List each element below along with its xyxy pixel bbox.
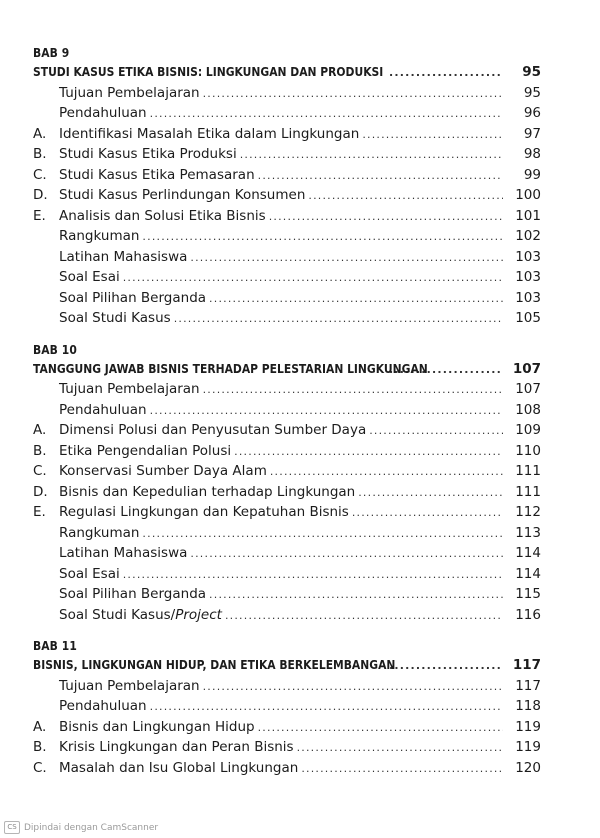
entry-text: Masalah dan Isu Global Lingkungan [59, 759, 299, 776]
entry-letter: A. [33, 125, 47, 142]
dot-leader [203, 380, 503, 401]
toc-entry-title [33, 103, 147, 124]
toc-entry-title [33, 461, 267, 482]
toc-entry-title [33, 737, 294, 758]
toc-subentry[interactable] [33, 605, 541, 626]
toc-subentry-title [33, 288, 206, 309]
toc-entry[interactable] [33, 379, 541, 400]
toc-entry[interactable] [33, 441, 541, 462]
dot-leader [301, 759, 503, 780]
entry-text: Bisnis dan Kepedulian terhadap Lingkungan [59, 483, 356, 500]
page-number: 102 [515, 228, 541, 244]
dot-leader [270, 462, 503, 483]
toc-entry[interactable] [33, 543, 541, 564]
page-number: 108 [515, 401, 541, 418]
page-number: 99 [523, 166, 541, 183]
page-number: 118 [515, 698, 541, 714]
toc-entry[interactable] [33, 717, 541, 738]
dot-leader [358, 483, 503, 504]
dot-leader [190, 544, 503, 565]
dot-leader [209, 585, 503, 606]
entry-letter: A. [33, 422, 47, 438]
dot-leader [190, 248, 503, 269]
toc-entry-title [33, 696, 147, 717]
dot-leader [150, 401, 503, 422]
toc-entry-title [33, 185, 305, 206]
dot-leader [389, 63, 503, 84]
entry-text: Pendahuluan [59, 698, 147, 714]
subentry-text: Soal Pilihan Berganda [59, 586, 207, 602]
chapter-title-row-title: BISNIS, LINGKUNGAN HIDUP, DAN ETIKA BERKELEMBANGAN [33, 657, 396, 672]
page-number: 107 [515, 381, 541, 397]
page-number: 112 [515, 504, 541, 520]
page-number: 109 [515, 422, 541, 438]
page-number: 116 [515, 606, 541, 623]
toc-entry-title [33, 165, 255, 186]
entry-letter: C. [33, 759, 47, 776]
page-number: 119 [515, 739, 541, 755]
chapter-title-row[interactable] [33, 655, 541, 676]
toc-entry-title [33, 502, 349, 523]
dot-leader [389, 656, 503, 677]
page-number: 114 [515, 545, 541, 561]
toc-entry[interactable] [33, 103, 541, 124]
toc-entry-title [33, 206, 266, 227]
entry-letter: C. [33, 166, 47, 183]
toc-entry[interactable] [33, 696, 541, 717]
entry-text: Analisis dan Solusi Etika Bisnis [59, 207, 266, 224]
toc-entry-title [33, 226, 139, 247]
toc-entry-title [33, 247, 187, 268]
chapter-label: BAB 10 [33, 341, 77, 357]
toc-entry[interactable] [33, 165, 541, 186]
toc-entry-title [33, 144, 237, 165]
dot-leader [240, 145, 503, 166]
entry-text: Rangkuman [59, 228, 140, 244]
table-of-contents [33, 44, 541, 778]
dot-leader [123, 565, 503, 586]
page-number: 114 [515, 565, 541, 582]
entry-text: Pendahuluan [59, 401, 147, 418]
toc-entry[interactable] [33, 124, 541, 145]
dot-leader [269, 207, 503, 228]
page-number: 100 [515, 187, 541, 203]
toc-entry[interactable] [33, 185, 541, 206]
toc-entry-title [33, 420, 366, 441]
toc-entry[interactable] [33, 676, 541, 697]
toc-entry[interactable] [33, 461, 541, 482]
toc-entry-title [33, 717, 255, 738]
entry-text: Dimensi Polusi dan Penyusutan Sumber Daya [59, 422, 367, 438]
page-number: 101 [515, 207, 541, 224]
entry-letter: B. [33, 739, 47, 755]
page-number: 111 [515, 463, 541, 479]
page-number: 96 [523, 105, 541, 121]
chapter-title-row-title: TANGGUNG JAWAB BISNIS TERHADAP PELESTARIAN LINGKUNGAN [33, 360, 428, 376]
toc-entry[interactable] [33, 247, 541, 268]
toc-entry-title [33, 543, 187, 564]
entry-text: Regulasi Lingkungan dan Kepatuhan Bisnis [59, 504, 349, 520]
page-number: 120 [515, 759, 541, 776]
toc-subentry[interactable] [33, 564, 541, 585]
page-number: 103 [515, 248, 541, 265]
entry-text: Latihan Mahasiswa [59, 545, 188, 561]
dot-leader [258, 718, 503, 739]
dot-leader [203, 84, 503, 105]
dot-leader [225, 606, 503, 627]
entry-text: Krisis Lingkungan dan Peran Bisnis [59, 739, 294, 755]
dot-leader [174, 309, 503, 330]
page-number: 113 [515, 524, 541, 541]
subentry-text: Soal Studi Kasus [59, 310, 171, 326]
dot-leader [150, 104, 503, 125]
page-number: 117 [512, 657, 541, 673]
entry-text: Latihan Mahasiswa [59, 248, 188, 265]
entry-letter: D. [33, 483, 48, 500]
entry-text: Studi Kasus Etika Pemasaran [59, 166, 255, 183]
subentry-italic: Project [175, 606, 222, 623]
chapter-label: BAB 11 [33, 638, 77, 653]
toc-entry[interactable] [33, 420, 541, 441]
entry-text: Tujuan Pembelajaran [59, 381, 200, 397]
entry-text: Tujuan Pembelajaran [59, 84, 200, 101]
toc-subentry-title [33, 308, 171, 329]
entry-text: Studi Kasus Etika Produksi [59, 146, 237, 162]
toc-entry[interactable] [33, 482, 541, 503]
toc-subentry-title [33, 605, 222, 626]
toc-entry[interactable] [33, 758, 541, 779]
scanner-watermark [4, 821, 158, 834]
toc-entry[interactable] [33, 83, 541, 104]
dot-leader [203, 677, 503, 698]
watermark-text: Dipindai dengan CamScanner [24, 822, 159, 833]
entry-text: Pendahuluan [59, 105, 147, 121]
entry-letter: E. [33, 504, 46, 520]
toc-entry[interactable] [33, 206, 541, 227]
chapter-label: BAB 9 [33, 45, 70, 60]
toc-entry[interactable] [33, 502, 541, 523]
page-number: 110 [515, 442, 541, 459]
dot-leader [142, 227, 503, 248]
page-number: 119 [515, 718, 541, 735]
toc-entry[interactable] [33, 737, 541, 758]
toc-entry-title [33, 758, 298, 779]
entry-text: Etika Pengendalian Polusi [59, 442, 232, 459]
entry-letter: B. [33, 442, 47, 459]
chapter-title-row[interactable] [33, 359, 541, 380]
page-number: 105 [515, 310, 541, 326]
dot-leader [150, 697, 503, 718]
toc-entry[interactable] [33, 523, 541, 544]
page-number: 117 [515, 677, 541, 694]
toc-entry[interactable] [33, 400, 541, 421]
dot-leader [209, 289, 503, 310]
toc-entry-title [33, 441, 231, 462]
entry-text: Tujuan Pembelajaran [59, 677, 200, 694]
dot-leader [308, 186, 503, 207]
toc-entry-title [33, 400, 147, 421]
page-number: 95 [523, 84, 541, 101]
toc-entry-title [33, 523, 139, 544]
dot-leader [234, 442, 503, 463]
toc-entry-title [33, 482, 355, 503]
dot-leader [362, 125, 503, 146]
entry-letter: C. [33, 463, 47, 479]
dot-leader [369, 421, 503, 442]
toc-subentry-title [33, 584, 206, 605]
page-number: 95 [522, 64, 541, 80]
dot-leader [297, 738, 503, 759]
entry-text: Rangkuman [59, 524, 140, 541]
chapter-title-row-title: STUDI KASUS ETIKA BISNIS: LINGKUNGAN DAN PRODUKSI [33, 64, 384, 79]
entry-text: Studi Kasus Perlindungan Konsumen [59, 187, 306, 203]
toc-entry-title [33, 379, 200, 400]
entry-letter: D. [33, 187, 48, 203]
chapter-title-row[interactable] [33, 62, 541, 83]
dot-leader [352, 503, 503, 524]
page-number: 107 [512, 360, 541, 377]
page-number: 97 [523, 125, 541, 142]
dot-leader [123, 268, 503, 289]
page-number: 103 [515, 269, 541, 285]
subentry-text: Soal Pilihan Berganda [59, 289, 207, 306]
page-number: 111 [515, 483, 541, 500]
dot-leader [258, 166, 503, 187]
toc-entry-title [33, 83, 200, 104]
toc-entry[interactable] [33, 144, 541, 165]
toc-entry-title [33, 124, 359, 145]
toc-entry[interactable] [33, 226, 541, 247]
toc-subentry-title [33, 564, 120, 585]
entry-text: Konservasi Sumber Daya Alam [59, 463, 267, 479]
subentry-text: Soal Esai [59, 269, 120, 285]
entry-text: Bisnis dan Lingkungan Hidup [59, 718, 255, 735]
toc-subentry[interactable] [33, 288, 541, 309]
entry-letter: E. [33, 207, 46, 224]
entry-letter: A. [33, 718, 47, 735]
subentry-text: Soal Studi Kasus/ [59, 606, 176, 623]
page-number: 115 [515, 586, 541, 602]
page-number: 103 [515, 289, 541, 306]
toc-subentry[interactable] [33, 267, 541, 288]
subentry-text: Soal Esai [59, 565, 120, 582]
entry-text: Identifikasi Masalah Etika dalam Lingkungan [59, 125, 360, 142]
toc-subentry[interactable] [33, 584, 541, 605]
toc-entry-title [33, 676, 200, 697]
dot-leader [142, 524, 503, 545]
toc-subentry[interactable] [33, 308, 541, 329]
toc-subentry-title [33, 267, 120, 288]
camscanner-icon: CS [4, 821, 20, 834]
entry-letter: B. [33, 146, 47, 162]
page-number: 98 [523, 146, 541, 162]
